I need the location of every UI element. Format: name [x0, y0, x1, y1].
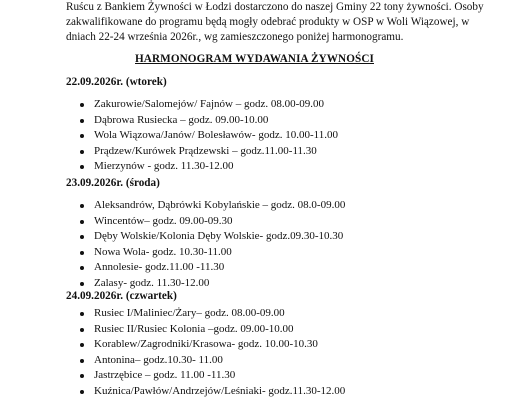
day-title: 24.09.2026r. (czwartek) [66, 290, 177, 302]
list-item: Zakurowie/Salomejów/ Fajnów – godz. 08.00-09.00 [80, 97, 338, 113]
list-item: Prądzew/Kurówek Prądzewski – godz.11.00-11.30 [80, 144, 338, 160]
day-title: 23.09.2026r. (środa) [66, 177, 160, 189]
list-item: Zalasy- godz. 11.30-12.00 [80, 276, 345, 292]
list-item: Korablew/Zagrodniki/Krasowa- godz. 10.00-10.30 [80, 337, 345, 353]
list-item: Nowa Wola- godz. 10.30-11.00 [80, 245, 345, 261]
schedule-heading: HARMONOGRAM WYDAWANIA ŻYWNOŚCI [135, 53, 374, 65]
day-list [80, 306, 345, 400]
list-item: Rusiec I/Maliniec/Żary– godz. 08.00-09.00 [80, 306, 345, 322]
list-item: Dęby Wolskie/Kolonia Dęby Wolskie- godz.09.30-10.30 [80, 229, 345, 245]
list-item: Annolesie- godz.11.00 -11.30 [80, 260, 345, 276]
list-item: Wincentów– godz. 09.00-09.30 [80, 214, 345, 230]
list-item: Mierzynów - godz. 11.30-12.00 [80, 159, 338, 175]
intro-line: Ruścu z Bankiem Żywności w Łodzi dostarczono do naszej Gminy 22 tony żywności. Osoby [66, 1, 484, 13]
list-item: Jastrzębice – godz. 11.00 -11.30 [80, 368, 345, 384]
intro-line: dniach 22-24 września 2026r., wg zamieszczonego poniżej harmonogramu. [66, 31, 404, 43]
day-list [80, 198, 345, 292]
day-list [80, 97, 338, 175]
list-item: Rusiec II/Rusiec Kolonia –godz. 09.00-10.00 [80, 322, 345, 338]
list-item: Antonina– godz.10.30- 11.00 [80, 353, 345, 369]
intro-paragraph [66, 0, 484, 45]
list-item: Dąbrowa Rusiecka – godz. 09.00-10.00 [80, 113, 338, 129]
list-item: Aleksandrów, Dąbrówki Kobylańskie – godz. 08.0-09.00 [80, 198, 345, 214]
intro-line: zakwalifikowane do programu będą mogły odebrać produkty w OSP w Woli Wiązowej, w [66, 16, 470, 28]
list-item: Wola Wiązowa/Janów/ Bolesławów- godz. 10.00-11.00 [80, 128, 338, 144]
list-item: Kuźnica/Pawłów/Andrzejów/Leśniaki- godz.11.30-12.00 [80, 384, 345, 400]
day-title: 22.09.2026r. (wtorek) [66, 76, 167, 88]
